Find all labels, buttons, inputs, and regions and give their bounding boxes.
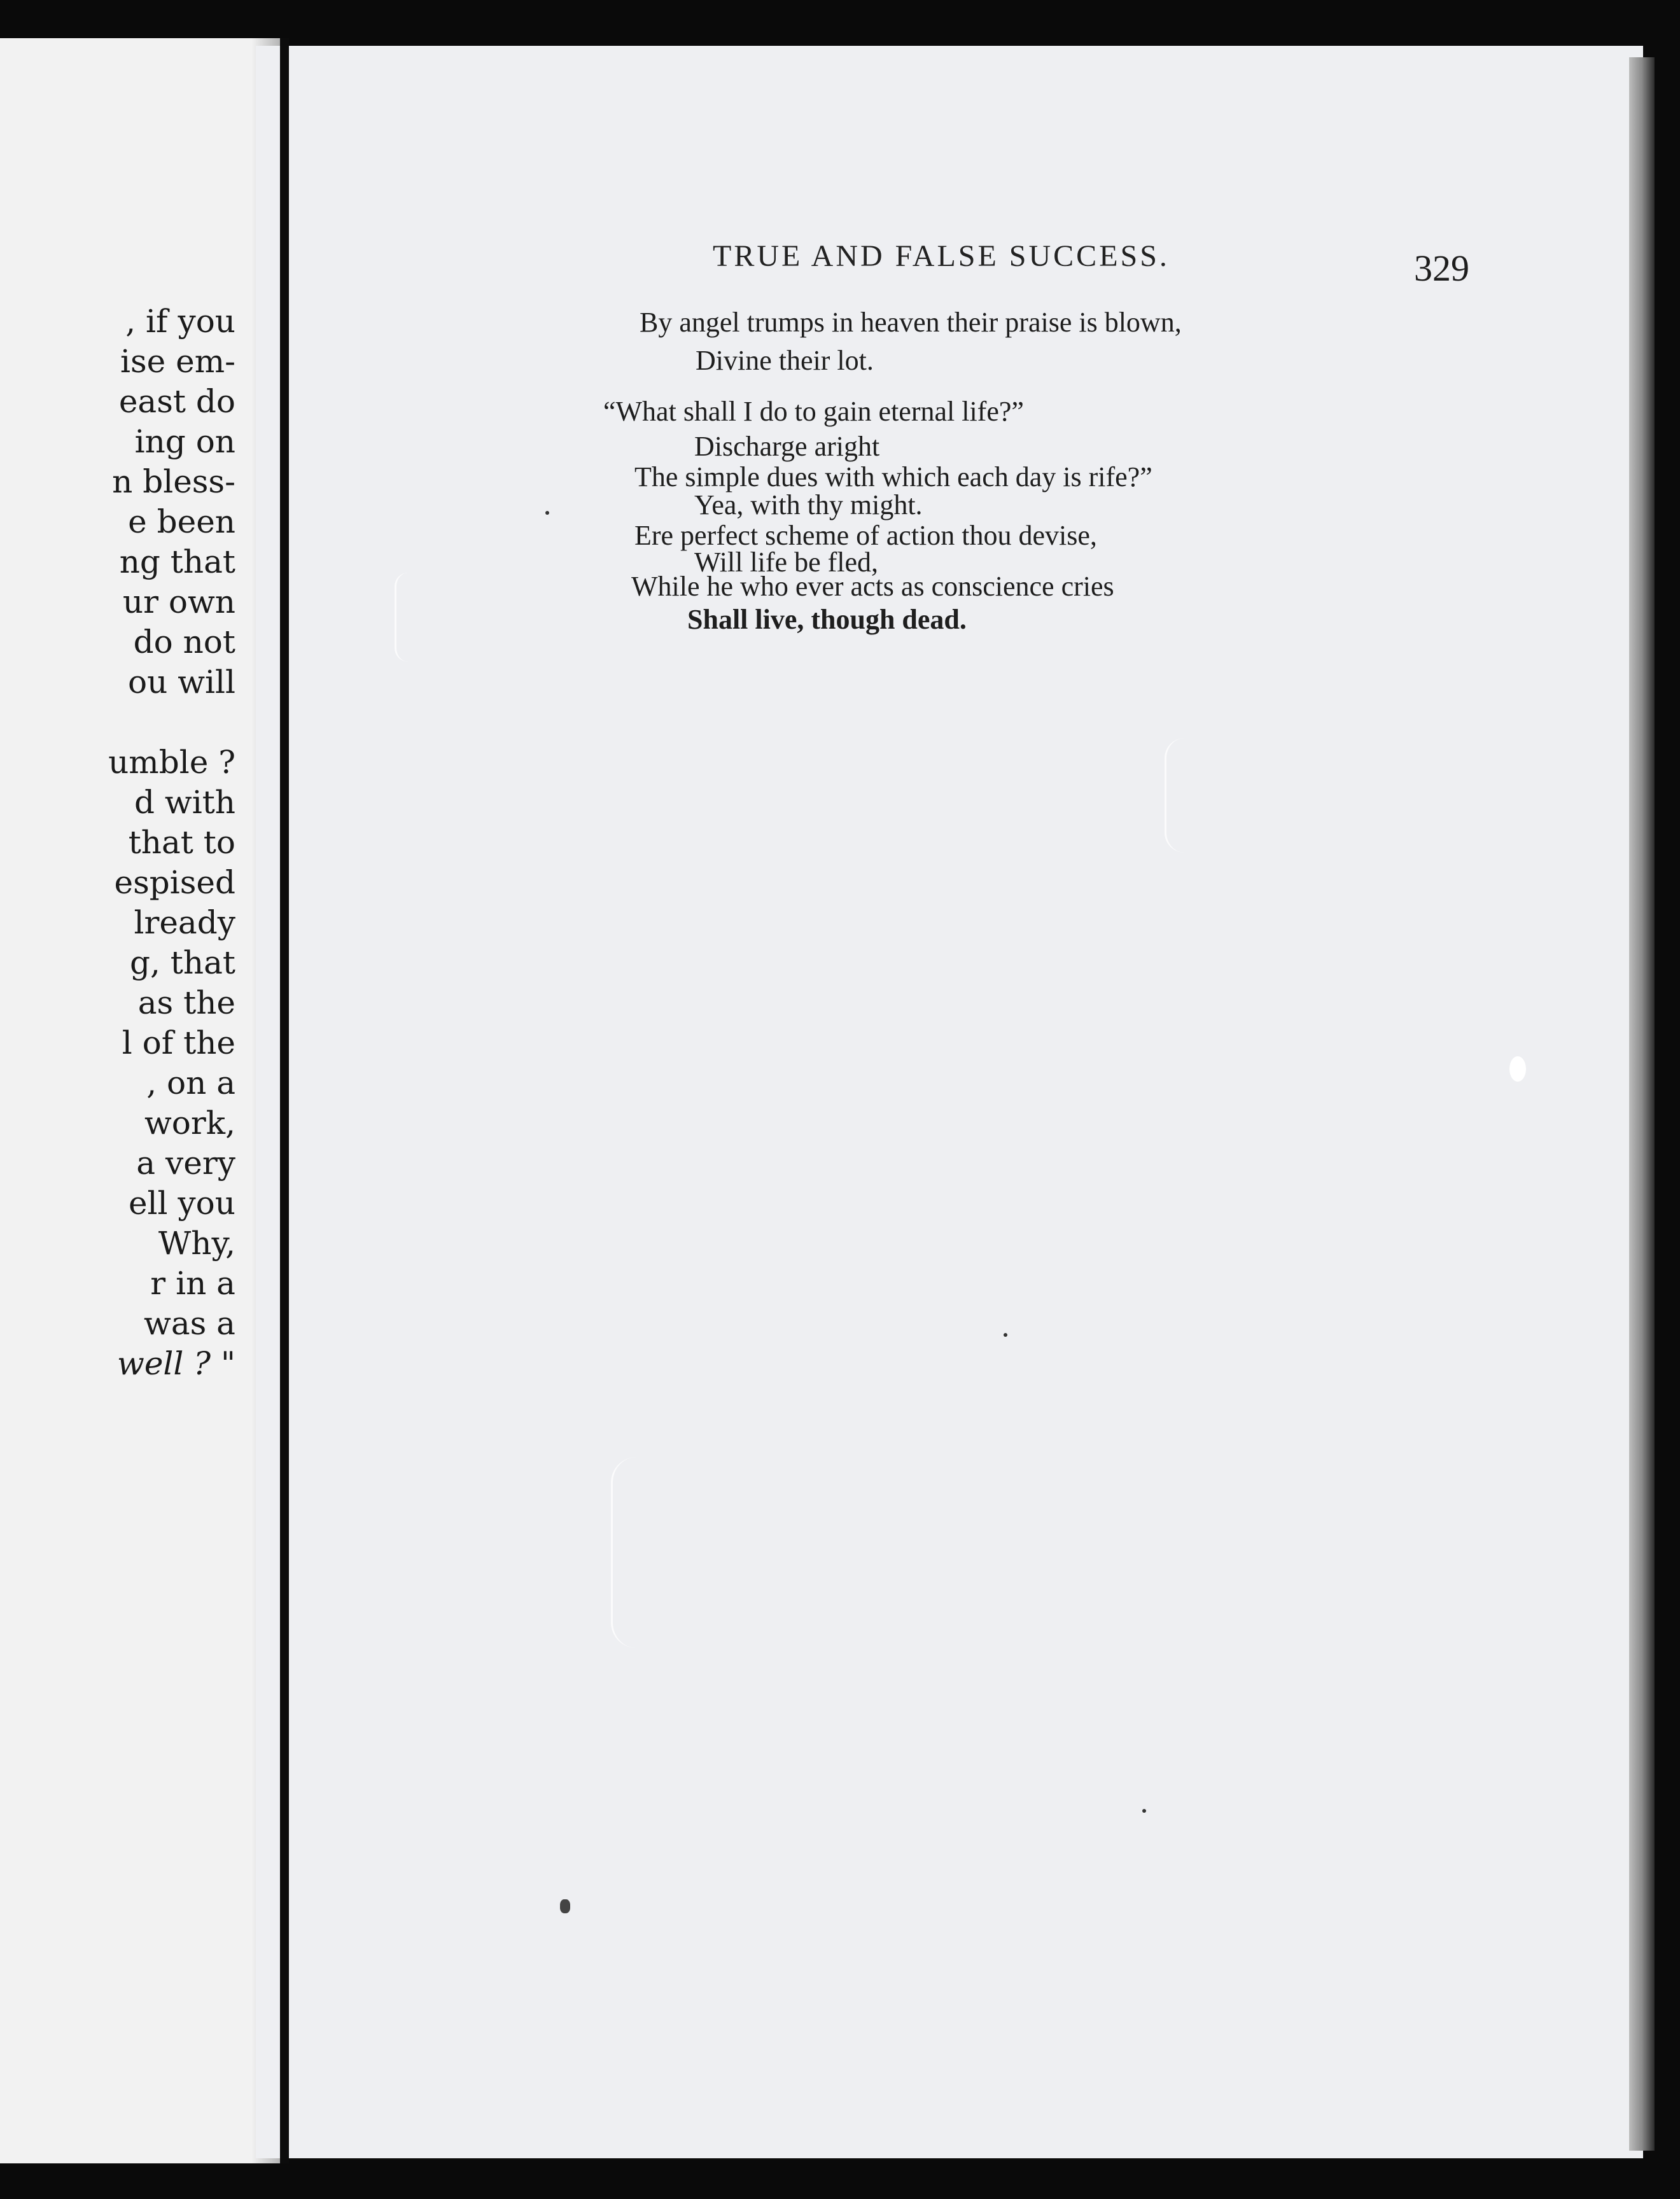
verse-line: Discharge aright [694, 431, 880, 462]
verse-line: Will life be fled, [694, 547, 879, 578]
scan-speck [560, 1899, 570, 1913]
scan-speck [1004, 1333, 1007, 1337]
left-facing-page [0, 38, 280, 2163]
left-line-fragment: ise em- [120, 343, 235, 380]
page-number: 329 [1414, 248, 1469, 289]
left-line-fragment: as the [137, 984, 235, 1021]
page-edge-shadow [1629, 57, 1655, 2151]
gutter-line [280, 38, 289, 2163]
left-line-fragment: r in a [150, 1265, 235, 1302]
verse-line: By angel trumps in heaven their praise is blown, [640, 307, 1182, 338]
left-line-fragment: that to [128, 824, 235, 861]
left-line-fragment: e been [128, 503, 235, 540]
left-line-fragment: , if you [125, 303, 235, 340]
left-line-fragment: a very [136, 1145, 235, 1182]
left-line-fragment: east do [118, 383, 235, 420]
verse-line: Divine their lot. [696, 345, 874, 376]
verse-line: Ere perfect scheme of action thou devise, [634, 520, 1097, 551]
left-line-fragment: Why, [158, 1225, 235, 1262]
left-line-fragment: work, [144, 1105, 235, 1141]
left-line-fragment: ou will [128, 664, 235, 701]
left-line-fragment: l of the [122, 1024, 235, 1061]
left-line-fragment: espised [114, 864, 235, 901]
verse-line: The simple dues with which each day is rife?” [634, 461, 1152, 492]
left-line-fragment: well ? " [117, 1345, 235, 1382]
verse-line: Shall live, though dead. [687, 604, 967, 635]
scan-speck [1142, 1809, 1146, 1813]
left-line-fragment: ing on [134, 423, 235, 460]
left-line-fragment: do not [133, 624, 235, 660]
scan-speck [545, 511, 549, 515]
left-line-fragment: ur own [122, 583, 235, 620]
scan-hair-artifact [395, 573, 422, 662]
left-line-fragment: ng that [119, 543, 235, 580]
left-line-fragment: d with [134, 784, 235, 821]
left-line-fragment: n bless- [112, 463, 235, 500]
left-line-fragment: was a [144, 1305, 235, 1342]
scan-hair-artifact [1165, 738, 1205, 853]
left-line-fragment: g, that [130, 944, 235, 981]
verse-line: Yea, with thy might. [694, 489, 923, 520]
scan-speck [1509, 1056, 1526, 1082]
right-page [256, 46, 1643, 2158]
scan-hair-artifact [611, 1457, 702, 1648]
verse-line: “What shall I do to gain eternal life?” [603, 396, 1024, 427]
left-line-fragment: ell you [128, 1185, 235, 1222]
verse-line: While he who ever acts as conscience cries [631, 571, 1114, 602]
left-line-fragment: lready [134, 904, 235, 941]
left-line-fragment: umble ? [108, 744, 235, 781]
running-head: TRUE AND FALSE SUCCESS. [713, 239, 1170, 273]
left-line-fragment: , on a [146, 1065, 235, 1101]
